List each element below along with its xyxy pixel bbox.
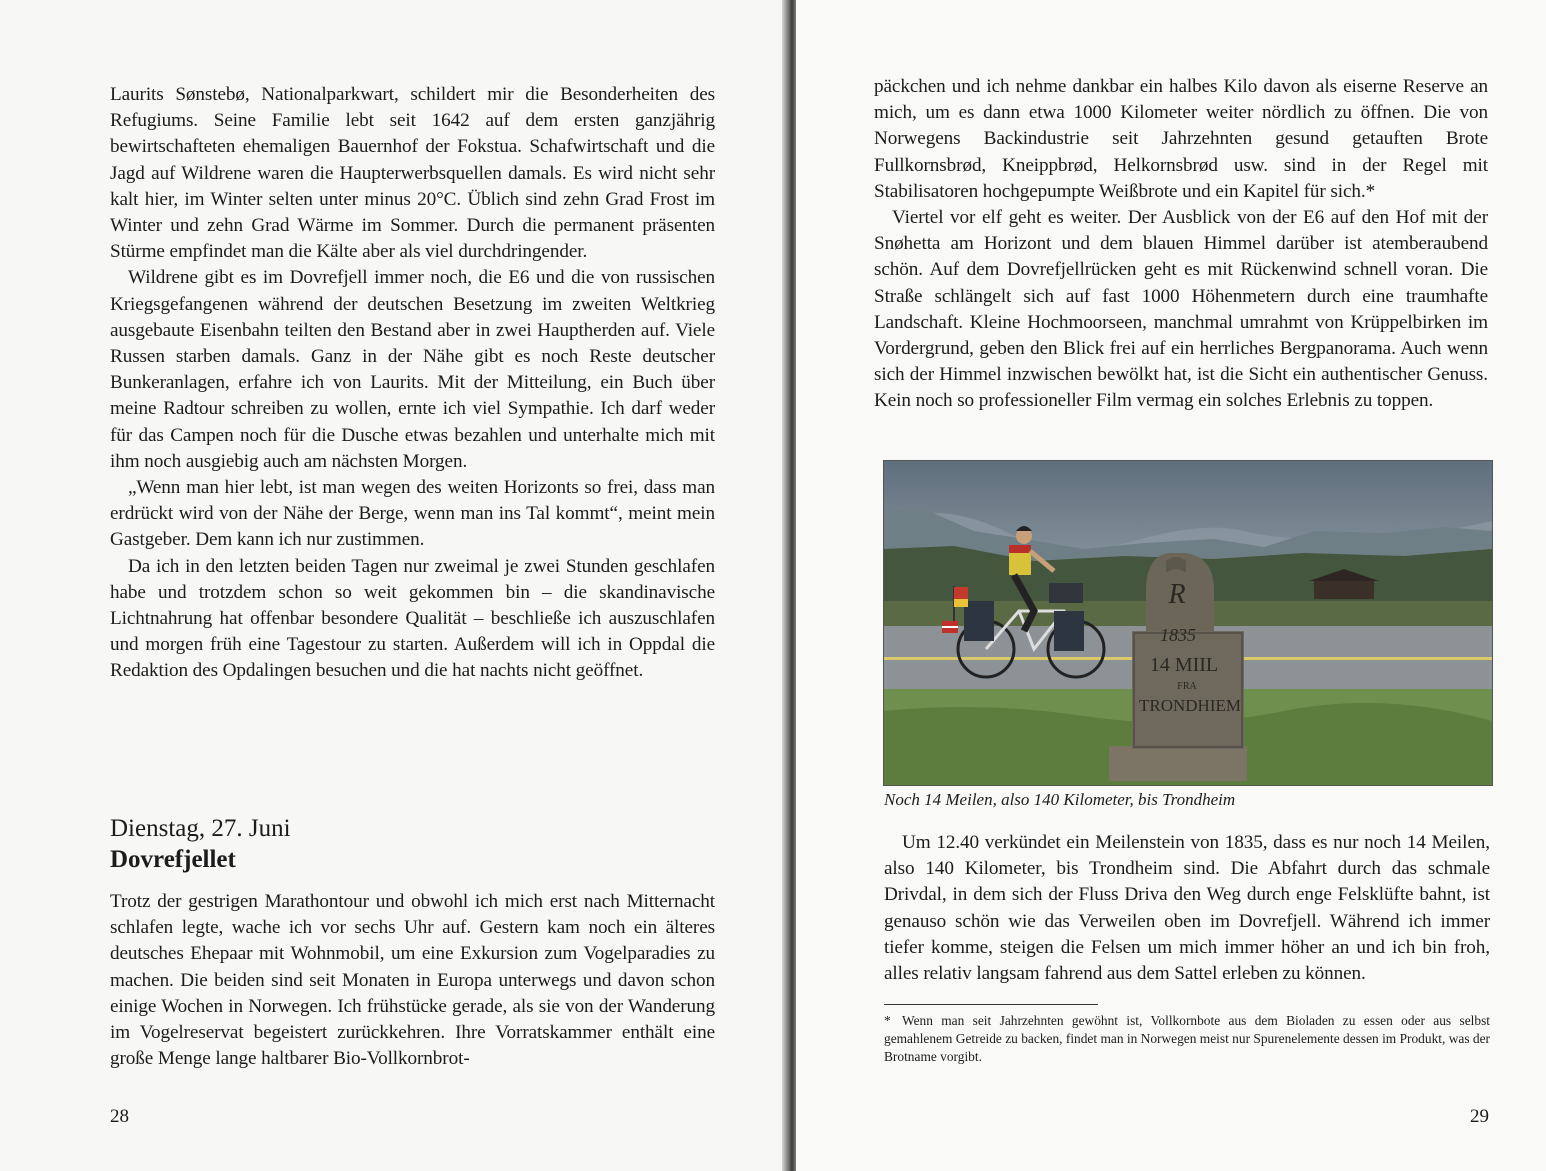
paragraph: „Wenn man hier lebt, ist man wegen des weiten Horizonts so frei, dass man erdrückt wird von der Nähe der Berge, wenn man ins Tal kommt“, meint mein Gastgeber. Dem kann ich nur zustimmen. bbox=[110, 477, 715, 551]
right-page-body bbox=[874, 74, 1488, 415]
paragraph: Da ich in den letzten beiden Tagen nur zweimal je zwei Stunden geschlafen habe und trotzdem schon so weit gekommen bin – die skandinavische Lichtnahrung hat offenbar besondere Qualität – beschließe ich auszuschlafen und morgen früh eine Tagestour zu starten. Außerdem will ich in Oppdal die Redaktion des Opdalingen besuchen und die hat nachts nicht geöffnet. bbox=[110, 555, 715, 682]
stone-year: 1835 bbox=[1160, 625, 1196, 645]
paragraph: päckchen und ich nehme dankbar ein halbes Kilo davon als eiserne Reserve an mich, um es dann etwa 1000 Kilometer weiter nördlich zu öffnen. Die von Norwegens Backindustrie seit Jahrzehnten gesund getauften Brote Fullkornsbrød, Kneippbrød, Helkornsbrød usw. sind in der Regel mit Stabilisatoren hochgepumpte Weißbrote und ein Kapitel für sich.* bbox=[874, 76, 1488, 202]
paragraph: Trotz der gestrigen Marathontour und obwohl ich mich erst nach Mitternacht schlafen legte, wache ich vor sechs Uhr auf. Gestern kam noch ein älteres deutsches Ehepaar mit Wohnmobil, um eine Exkursion zum Vogelparadies zu machen. Die beiden sind seit Monaten in Europa unterwegs und davon schon einige Wochen in Norwegen. Ich frühstücke gerade, als sie von der Wanderung im Vogelreservat begeistert zurückkehren. Ihre Vorratskammer enthält eine große Menge lange haltbarer Bio-Vollkornbrot- bbox=[110, 891, 715, 1070]
milestone-photo bbox=[883, 460, 1493, 786]
section-title: Dovrefjellet bbox=[110, 846, 236, 873]
right-page-body-continued bbox=[884, 830, 1490, 987]
stone-monogram: R bbox=[1168, 579, 1186, 610]
footnote bbox=[884, 1012, 1490, 1066]
left-page-body bbox=[110, 82, 715, 685]
section-date-heading: Dienstag, 27. Juni bbox=[110, 815, 291, 842]
cyclist-milestone-illustration bbox=[884, 461, 1492, 785]
stone-city: TRONDHIEM bbox=[1139, 696, 1241, 715]
page-number-right: 29 bbox=[1470, 1106, 1489, 1127]
paragraph: Wildrene gibt es im Dovrefjell immer noch, die E6 und die von russischen Kriegsgefangenen während der deutschen Besetzung im zweiten Weltkrieg ausgebaute Eisenbahn teilten den Bestand aber in zwei Hauptherden auf. Viele Russen starben damals. Ganz in der Nähe gibt es noch Reste deutscher Bunkeranlagen, erfahre ich von Laurits. Mit der Mitteilung, ein Buch über meine Radtour schreiben zu wollen, ernte ich viel Sympathie. Ich darf weder für das Campen noch für die Dusche etwas bezahlen und unterhalte mich mit ihm noch ausgiebig auch am nächsten Morgen. bbox=[110, 267, 715, 472]
page-number-left: 28 bbox=[110, 1106, 129, 1127]
footnote-mark: * bbox=[884, 1013, 891, 1028]
footnote-text: Wenn man seit Jahrzehnten gewöhnt ist, Vollkornbote aus dem Bioladen zu essen oder aus selbst gemahlenem Getreide zu backen, findet man in Norwegen meist nur Spurenelemente dessen im Produkt, was der Brotname vorgibt. bbox=[884, 1013, 1490, 1064]
paragraph: Um 12.40 verkündet ein Meilenstein von 1835, dass es nur noch 14 Meilen, also 140 Kilometer, bis Trondheim sind. Die Abfahrt durch das schmale Drivdal, in dem sich der Fluss Driva den Weg durch enge Felsklüfte bahnt, ist genauso schön wie das Verweilen oben im Dovrefjell. Während ich immer tiefer komme, steigen die Felsen um mich immer höher an und ich bin froh, alles relativ langsam fahrend aus dem Sattel erleben zu können. bbox=[884, 832, 1490, 985]
stone-fra: FRA bbox=[1177, 681, 1197, 692]
footnote-divider bbox=[884, 1004, 1098, 1005]
photo-caption: Noch 14 Meilen, also 140 Kilometer, bis Trondheim bbox=[884, 790, 1236, 809]
section-body bbox=[110, 889, 715, 1072]
paragraph: Viertel vor elf geht es weiter. Der Ausblick von der E6 auf den Hof mit der Snøhetta am Horizont und dem blauen Himmel darüber ist atemberaubend schön. Auf dem Dovrefjellrücken geht es mit Rückenwind schnell voran. Die Straße schlängelt sich auf fast 1000 Höhenmetern durch eine traumhafte Landschaft. Kleine Hochmoorseen, manchmal umrahmt von Krüppelbirken im Vordergrund, geben den Blick frei auf ein herrliches Bergpanorama. Auch wenn sich der Himmel inzwischen bewölkt hat, ist die Sicht ein authentischer Genuss. Kein noch so professioneller Film vermag ein solches Erlebnis zu toppen. bbox=[874, 207, 1488, 412]
stone-distance: 14 MIIL bbox=[1149, 654, 1219, 676]
paragraph: Laurits Sønstebø, Nationalparkwart, schildert mir die Besonderheiten des Refugiums. Seine Familie lebt seit 1642 auf dem ersten ganzjährig bewirtschafteten ehemaligen Bauernhof der Fokstua. Schafwirtschaft und die Jagd auf Wildrene waren die Haupterwerbsquellen damals. Es wird nicht sehr kalt hier, im Winter selten unter minus 20°C. Üblich sind zehn Grad Frost im Winter und zehn Grad Wärme im Sommer. Durch die permanent präsenten Stürme empfindet man die Kälte aber als viel durchdringender. bbox=[110, 84, 715, 263]
